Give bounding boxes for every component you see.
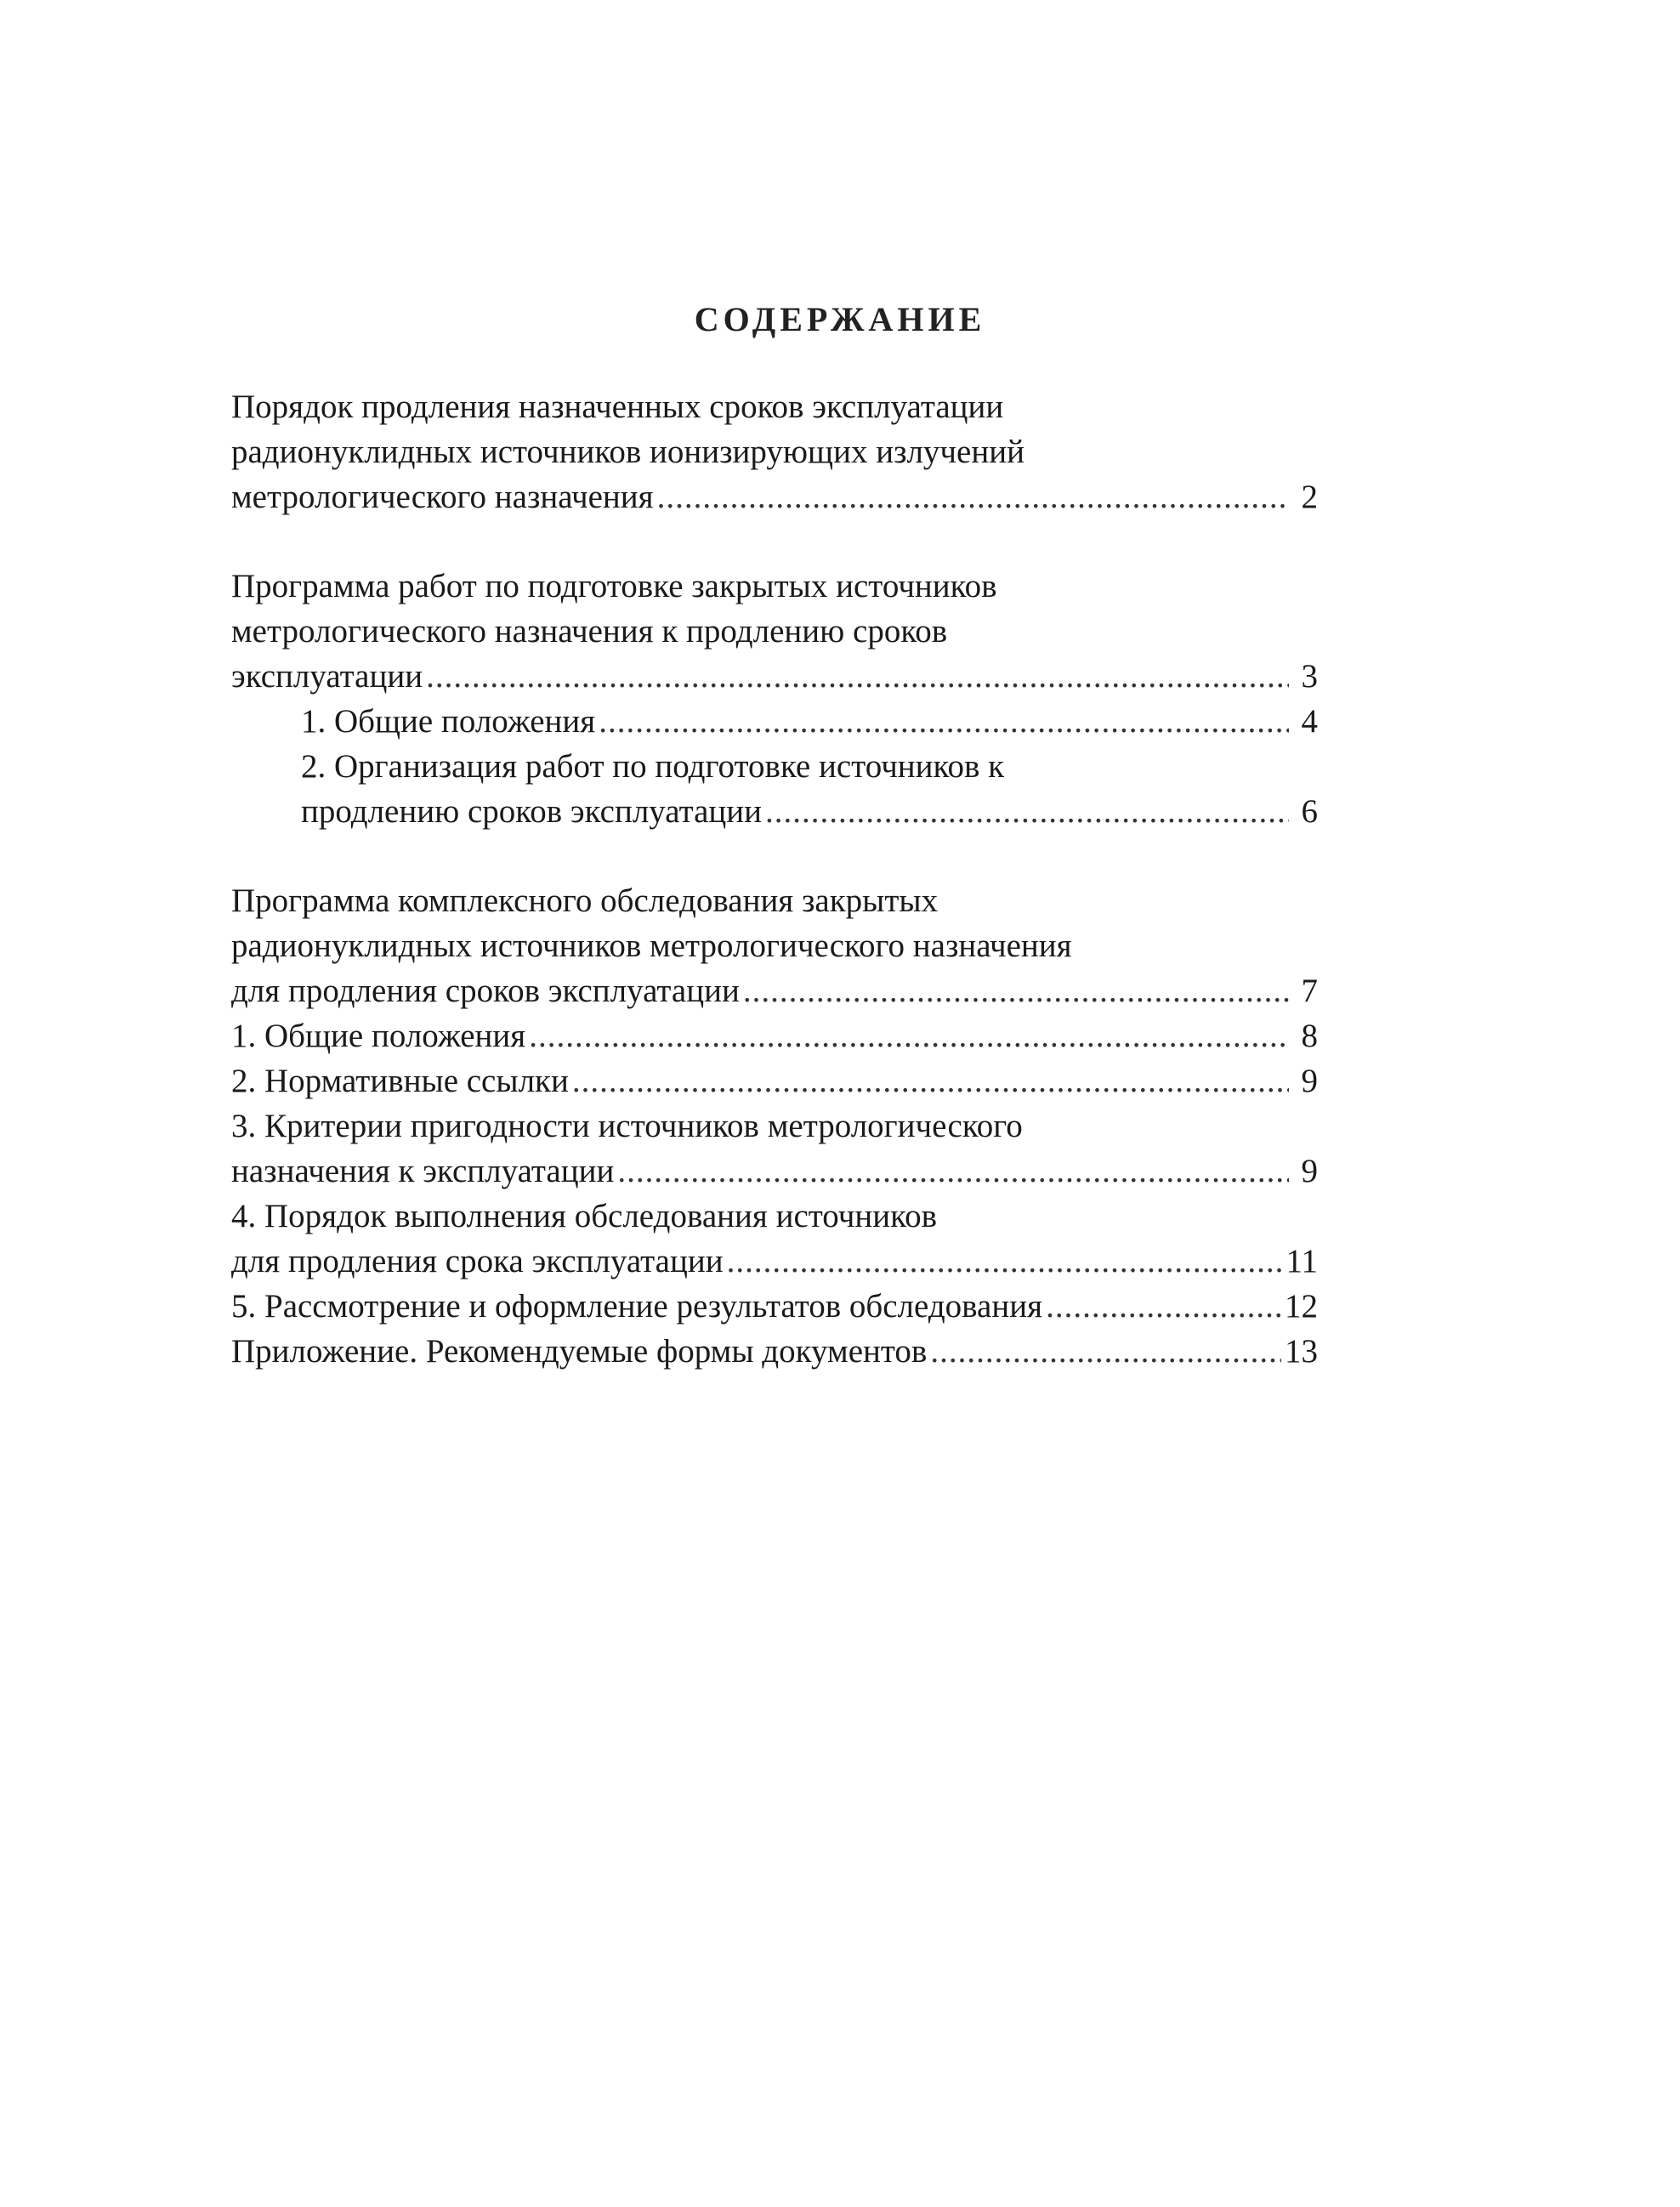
toc-entry-text: 1. Общие положения bbox=[231, 1018, 526, 1054]
page-number: 7 bbox=[1301, 973, 1318, 1009]
page-number: 13 bbox=[1285, 1333, 1318, 1370]
page-number: 2 bbox=[1301, 479, 1318, 515]
table-of-contents bbox=[231, 384, 1318, 1374]
dot-leader bbox=[529, 1013, 1289, 1058]
toc-entry-text: 2. Нормативные ссылки bbox=[231, 1063, 569, 1099]
toc-entry-s3-line2 bbox=[231, 923, 1318, 968]
dot-leader bbox=[572, 1058, 1289, 1104]
page-number: 12 bbox=[1285, 1288, 1318, 1325]
toc-entry-text: Порядок продления назначенных сроков эксплуатации bbox=[231, 389, 1004, 425]
dot-leader bbox=[743, 968, 1289, 1013]
page-number: 4 bbox=[1301, 703, 1318, 740]
dot-leader bbox=[1046, 1284, 1281, 1329]
toc-entry-text: метрологического назначения к продлению сроков bbox=[231, 613, 948, 650]
page-number: 6 bbox=[1301, 793, 1318, 830]
toc-entry-text: 2. Организация работ по подготовке источников к bbox=[301, 748, 1005, 785]
toc-entry-s1-line1 bbox=[231, 384, 1318, 429]
toc-entry-s3-line1 bbox=[231, 878, 1318, 923]
toc-entry-text: эксплуатации bbox=[231, 658, 423, 695]
dot-leader bbox=[930, 1329, 1281, 1374]
dot-leader bbox=[617, 1149, 1289, 1194]
toc-entry-s3-5 bbox=[231, 1284, 1318, 1329]
toc-entry-text: Программа работ по подготовке закрытых источников bbox=[231, 568, 997, 604]
toc-entry-s2-line3 bbox=[231, 654, 1318, 699]
page-number: 11 bbox=[1286, 1243, 1318, 1279]
toc-entry-text: 1. Общие положения bbox=[301, 703, 596, 740]
page-number: 9 bbox=[1301, 1153, 1318, 1189]
toc-subentry-s2-1 bbox=[231, 699, 1318, 744]
toc-entry-text: 5. Рассмотрение и оформление результатов обследования bbox=[231, 1288, 1043, 1325]
toc-entry-text: продлению сроков эксплуатации bbox=[301, 793, 763, 830]
section-gap bbox=[231, 834, 1318, 878]
dot-leader bbox=[599, 699, 1289, 744]
toc-entry-text: Приложение. Рекомендуемые формы документов bbox=[231, 1333, 928, 1370]
toc-entry-s3-3-line1 bbox=[231, 1104, 1318, 1149]
page-title: СОДЕРЖАНИЕ bbox=[694, 300, 986, 338]
page-number: 8 bbox=[1301, 1018, 1318, 1054]
page-number: 9 bbox=[1301, 1063, 1318, 1099]
toc-entry-text: назначения к эксплуатации bbox=[231, 1153, 615, 1189]
toc-entry-text: для продления сроков эксплуатации bbox=[231, 973, 740, 1009]
toc-entry-s2-line1 bbox=[231, 564, 1318, 609]
section-gap bbox=[231, 519, 1318, 564]
toc-entry-s1-line2 bbox=[231, 429, 1318, 474]
dot-leader bbox=[426, 654, 1289, 699]
dot-leader bbox=[657, 474, 1289, 519]
page-number: 3 bbox=[1301, 658, 1318, 695]
toc-entry-s3-4-line2 bbox=[231, 1239, 1318, 1284]
toc-subentry-s2-2-line1 bbox=[231, 744, 1318, 789]
toc-entry-text: 4. Порядок выполнения обследования источников bbox=[231, 1198, 938, 1234]
toc-entry-appendix bbox=[231, 1329, 1318, 1374]
toc-entry-s3-2 bbox=[231, 1058, 1318, 1104]
dot-leader bbox=[727, 1239, 1283, 1284]
toc-entry-text: Программа комплексного обследования закрытых bbox=[231, 882, 939, 919]
toc-entry-s3-1 bbox=[231, 1013, 1318, 1058]
toc-entry-s3-line3 bbox=[231, 968, 1318, 1013]
dot-leader bbox=[765, 789, 1289, 834]
toc-entry-text: для продления срока эксплуатации bbox=[231, 1243, 724, 1279]
toc-entry-text: радионуклидных источников метрологического назначения bbox=[231, 928, 1072, 964]
toc-entry-s2-line2 bbox=[231, 609, 1318, 654]
toc-entry-s3-3-line2 bbox=[231, 1149, 1318, 1194]
toc-entry-text: метрологического назначения bbox=[231, 479, 654, 515]
toc-entry-text: радионуклидных источников ионизирующих излучений bbox=[231, 434, 1024, 470]
toc-entry-s3-4-line1 bbox=[231, 1194, 1318, 1239]
toc-entry-s1-line3 bbox=[231, 474, 1318, 519]
toc-entry-text: 3. Критерии пригодности источников метрологического bbox=[231, 1108, 1023, 1144]
toc-subentry-s2-2-line2 bbox=[231, 789, 1318, 834]
